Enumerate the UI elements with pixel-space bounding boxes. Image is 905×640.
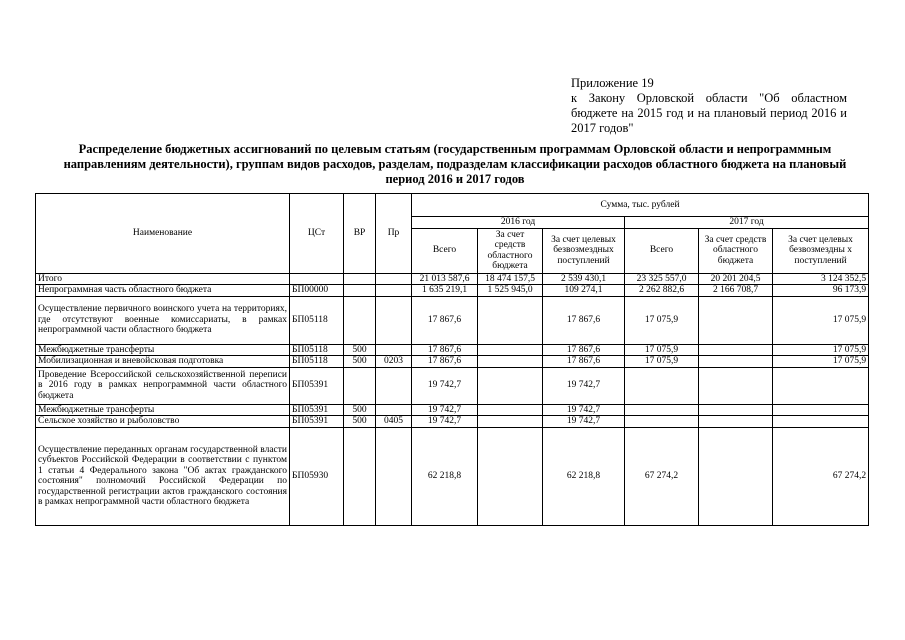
- header-vr: ВР: [344, 194, 376, 274]
- cell-grants-2017: 17 075,9: [773, 356, 869, 368]
- cell-grants-2017: [773, 416, 869, 428]
- table-row: [36, 285, 869, 297]
- table-body: [36, 273, 869, 525]
- cell-vr: [344, 367, 376, 404]
- cell-name: Межбюджетные трансферты: [36, 404, 290, 416]
- cell-total-2017: 2 262 882,6: [625, 285, 699, 297]
- cell-name: Проведение Всероссийской сельскохозяйственной переписи в 2016 году в рамках непрограммной части областного бюджета: [36, 367, 290, 404]
- cell-pr: 0405: [376, 416, 412, 428]
- header-name: Наименование: [36, 194, 290, 274]
- cell-grants-2016: 17 867,6: [543, 296, 625, 344]
- cell-cst: БП05118: [290, 344, 344, 356]
- cell-name: Осуществление первичного воинского учета на территориях, где отсутствуют военные комиссариаты, в рамках непрограммной части областного бюджета: [36, 296, 290, 344]
- cell-total-2016: 17 867,6: [412, 296, 478, 344]
- cell-grants-2016: 17 867,6: [543, 344, 625, 356]
- table-row: [36, 273, 869, 285]
- cell-vr: 500: [344, 404, 376, 416]
- cell-cst: БП05118: [290, 356, 344, 368]
- table-row: [36, 404, 869, 416]
- cell-grants-2017: 17 075,9: [773, 296, 869, 344]
- appendix-law-reference: к Закону Орловской области "Об областном бюджете на 2015 год и на плановый период 2016 и 2017 годов": [571, 91, 847, 135]
- header-sum: Сумма, тыс. рублей: [412, 194, 869, 217]
- header-regional-2017: За счет средств областного бюджета: [699, 228, 773, 273]
- cell-total-2016: 21 013 587,6: [412, 273, 478, 285]
- cell-regional-2017: [699, 344, 773, 356]
- cell-regional-2016: 18 474 157,5: [478, 273, 543, 285]
- table-row: [36, 344, 869, 356]
- cell-name: Сельское хозяйство и рыболовство: [36, 416, 290, 428]
- cell-regional-2016: [478, 367, 543, 404]
- cell-total-2017: 17 075,9: [625, 344, 699, 356]
- cell-grants-2016: 62 218,8: [543, 427, 625, 525]
- budget-table: [35, 193, 869, 526]
- cell-regional-2016: [478, 296, 543, 344]
- cell-regional-2017: [699, 416, 773, 428]
- cell-total-2016: 19 742,7: [412, 416, 478, 428]
- cell-grants-2017: 3 124 352,5: [773, 273, 869, 285]
- cell-grants-2017: 67 274,2: [773, 427, 869, 525]
- cell-total-2016: 19 742,7: [412, 367, 478, 404]
- cell-pr: [376, 296, 412, 344]
- cell-regional-2017: [699, 356, 773, 368]
- header-year-2017: 2017 год: [625, 217, 869, 229]
- cell-regional-2016: 1 525 945,0: [478, 285, 543, 297]
- header-cst: ЦСт: [290, 194, 344, 274]
- cell-pr: [376, 367, 412, 404]
- cell-total-2017: [625, 404, 699, 416]
- cell-regional-2017: [699, 404, 773, 416]
- cell-grants-2017: [773, 404, 869, 416]
- table-row: [36, 367, 869, 404]
- cell-grants-2016: 2 539 430,1: [543, 273, 625, 285]
- cell-total-2017: 17 075,9: [625, 296, 699, 344]
- cell-pr: 0203: [376, 356, 412, 368]
- cell-pr: [376, 404, 412, 416]
- cell-regional-2017: 20 201 204,5: [699, 273, 773, 285]
- table-header: [36, 194, 869, 274]
- cell-cst: БП05118: [290, 296, 344, 344]
- cell-vr: [344, 285, 376, 297]
- cell-cst: БП05391: [290, 416, 344, 428]
- cell-total-2017: [625, 367, 699, 404]
- cell-grants-2017: [773, 367, 869, 404]
- cell-pr: [376, 427, 412, 525]
- cell-total-2016: 19 742,7: [412, 404, 478, 416]
- cell-regional-2017: [699, 296, 773, 344]
- cell-vr: [344, 273, 376, 285]
- header-year-2016: 2016 год: [412, 217, 625, 229]
- cell-vr: 500: [344, 344, 376, 356]
- cell-name: Осуществление переданных органам государственной власти субъектов Российской Федерации в соответствии с пунктом 1 статьи 4 Федерального закона "Об актах гражданского состояния" полномочий Российской Федерации по государственной регистрации актов гражданского состояния в рамках непрограммной части областного бюджета: [36, 427, 290, 525]
- cell-vr: 500: [344, 356, 376, 368]
- cell-grants-2016: 19 742,7: [543, 404, 625, 416]
- cell-total-2017: 67 274,2: [625, 427, 699, 525]
- header-total-2016: Всего: [412, 228, 478, 273]
- cell-total-2016: 62 218,8: [412, 427, 478, 525]
- table-row: [36, 416, 869, 428]
- header-pr: Пр: [376, 194, 412, 274]
- cell-vr: 500: [344, 416, 376, 428]
- cell-pr: [376, 285, 412, 297]
- cell-cst: [290, 273, 344, 285]
- cell-grants-2016: 17 867,6: [543, 356, 625, 368]
- table-row: [36, 356, 869, 368]
- header-grants-2016: За счет целевых безвозмездных поступлений: [543, 228, 625, 273]
- cell-regional-2016: [478, 427, 543, 525]
- cell-total-2017: [625, 416, 699, 428]
- appendix-number: Приложение 19: [571, 76, 654, 90]
- cell-total-2016: 17 867,6: [412, 344, 478, 356]
- cell-pr: [376, 273, 412, 285]
- cell-name: Межбюджетные трансферты: [36, 344, 290, 356]
- header-total-2017: Всего: [625, 228, 699, 273]
- cell-regional-2017: [699, 427, 773, 525]
- cell-cst: БП05930: [290, 427, 344, 525]
- cell-regional-2016: [478, 416, 543, 428]
- cell-total-2017: 23 325 557,0: [625, 273, 699, 285]
- cell-grants-2017: 17 075,9: [773, 344, 869, 356]
- header-grants-2017: За счет целевых безвозмездны х поступлений: [773, 228, 869, 273]
- cell-pr: [376, 344, 412, 356]
- cell-total-2017: 17 075,9: [625, 356, 699, 368]
- cell-grants-2016: 19 742,7: [543, 367, 625, 404]
- table-row: [36, 427, 869, 525]
- cell-cst: БП05391: [290, 404, 344, 416]
- cell-vr: [344, 427, 376, 525]
- cell-name: Итого: [36, 273, 290, 285]
- cell-grants-2016: 109 274,1: [543, 285, 625, 297]
- cell-regional-2016: [478, 344, 543, 356]
- cell-total-2016: 17 867,6: [412, 356, 478, 368]
- cell-regional-2016: [478, 356, 543, 368]
- appendix-note: [571, 76, 847, 136]
- cell-vr: [344, 296, 376, 344]
- table-row: [36, 296, 869, 344]
- cell-regional-2017: 2 166 708,7: [699, 285, 773, 297]
- cell-grants-2016: 19 742,7: [543, 416, 625, 428]
- cell-name: Мобилизационная и вневойсковая подготовка: [36, 356, 290, 368]
- cell-total-2016: 1 635 219,1: [412, 285, 478, 297]
- document-title: Распределение бюджетных ассигнований по целевым статьям (государственным программам Орловской области и непрограммным направлениям деятельности), группам видов расходов, разделам, подразделам классификации расходов областного бюджета на плановый период 2016 и 2017 годов: [63, 142, 847, 186]
- cell-cst: БП00000: [290, 285, 344, 297]
- cell-regional-2017: [699, 367, 773, 404]
- cell-cst: БП05391: [290, 367, 344, 404]
- cell-name: Непрограммная часть областного бюджета: [36, 285, 290, 297]
- cell-grants-2017: 96 173,9: [773, 285, 869, 297]
- header-regional-2016: За счет средств областного бюджета: [478, 228, 543, 273]
- cell-regional-2016: [478, 404, 543, 416]
